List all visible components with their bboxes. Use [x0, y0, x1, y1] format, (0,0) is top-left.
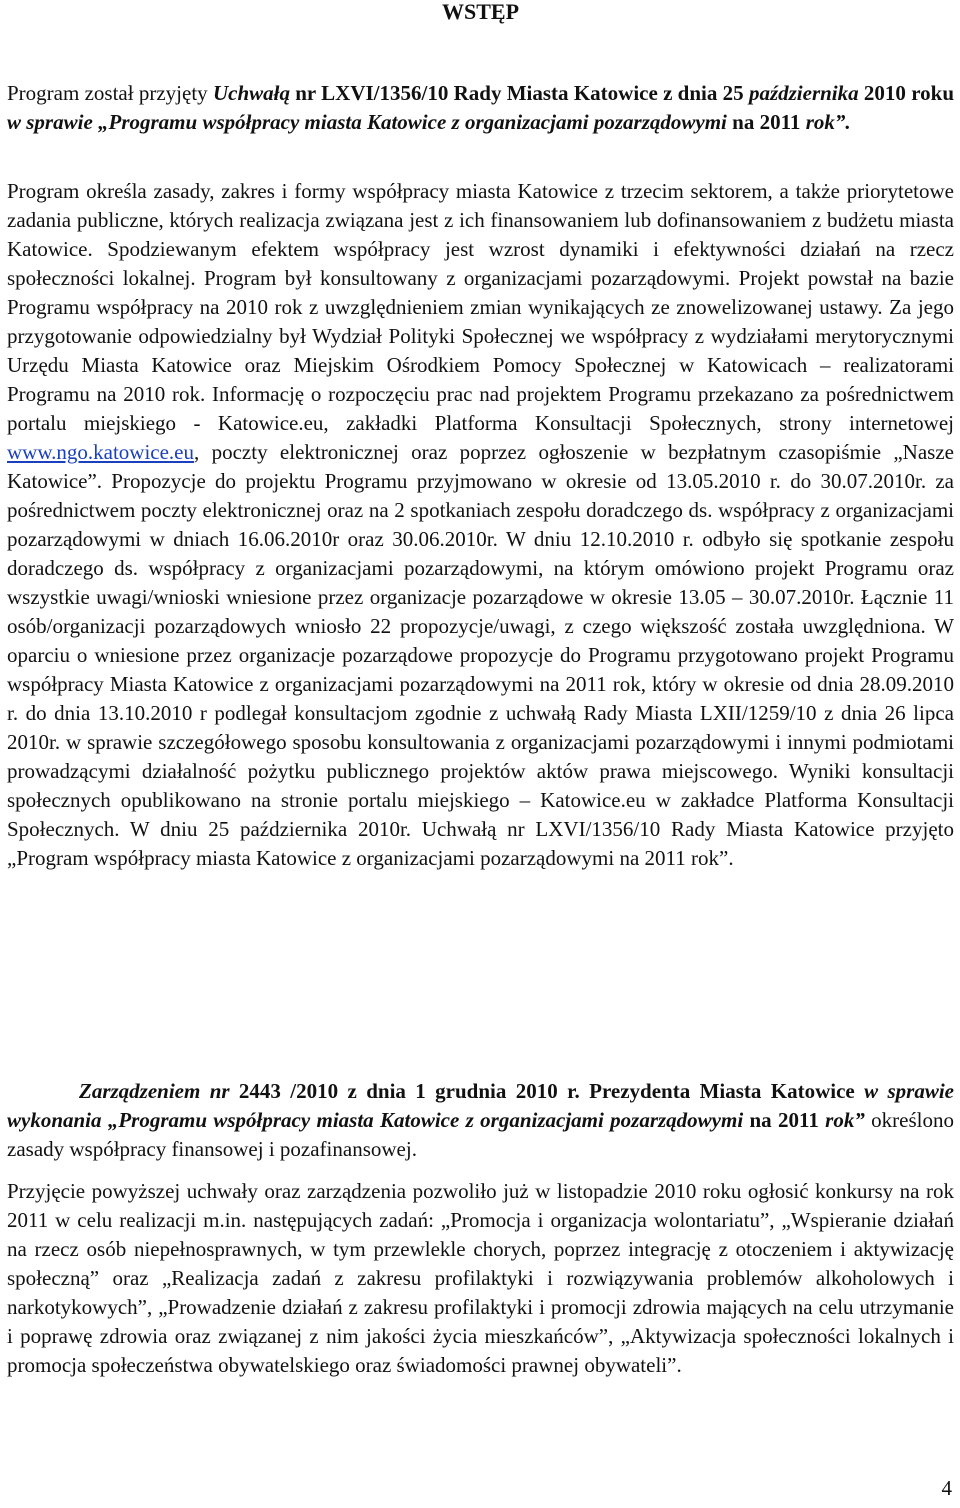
p3-text-a: Zarządzeniem nr	[79, 1079, 230, 1103]
p1-text-d: października	[748, 81, 859, 105]
p1-text-f: w sprawie „Programu współpracy miasta Katowice z organizacjami pozarządowymi	[7, 110, 727, 134]
paragraph-program-description	[7, 177, 954, 873]
p1-text-h: rok”.	[805, 110, 851, 134]
p1-text-e: 2010 roku	[858, 81, 955, 105]
paragraph-ordinance	[7, 1077, 954, 1164]
section-title: WSTĘP	[441, 0, 520, 24]
p3-text-d: na 2011	[743, 1108, 826, 1132]
p3-text-b: 2443 /2010 z dnia 1 grudnia 2010 r. Prezydenta Miasta Katowice	[229, 1079, 865, 1103]
paragraph-adoption	[7, 79, 954, 137]
p1-text-c: nr LXVI/1356/10 Rady Miasta Katowice z dnia 25	[289, 81, 749, 105]
p3-text-f: określono zasady współpracy finansowej i pozafinansowej.	[7, 1108, 955, 1161]
p2-text-1: Program określa zasady, zakres i formy współpracy miasta Katowice z trzecim sektorem, a także priorytetowe zadania publiczne, których realizacja związana jest z ich finansowaniem lub dofinansowaniem z budżetu miasta Katowice. Spodziewanym efektem współpracy jest wzrost dynamiki i efektywności działań na rzecz społeczności lokalnej. Program był konsultowany z organizacjami pozarządowymi. Projekt powstał na bazie Programu współpracy na 2010 rok z uwzględnieniem zmian wynikających ze znowelizowanej ustawy. Za jego przygotowanie odpowiedzialny był Wydział Polityki Społecznej we współpracy z wydziałami merytorycznymi Urzędu Miasta Katowice oraz Miejskim Ośrodkiem Pomocy Społecznej w Katowicach – realizatorami Programu na 2010 rok. Informację o rozpoczęciu prac nad projektem Programu przekazano za pośrednictwem portalu miejskiego - Katowice.eu, zakładki Platforma Konsultacji Społecznych, strony internetowej	[7, 179, 954, 435]
p3-text-e: rok”	[825, 1108, 865, 1132]
p3-text-c: w sprawie wykonania „Programu współpracy miasta Katowice z organizacjami pozarządowymi	[7, 1079, 954, 1132]
ngo-website-link[interactable]: www.ngo.katowice.eu	[7, 440, 195, 464]
paragraph-competitions: Przyjęcie powyższej uchwały oraz zarządzenia pozwoliło już w listopadzie 2010 roku ogłosić konkursy na rok 2011 w celu realizacji m.in. następujących zadań: „Promocja i organizacja wolontariatu”, „Wspieranie działań na rzecz osób niepełnosprawnych, w tym przewlekle chorych, poprzez integrację z otoczeniem i aktywizację społeczną” oraz „Realizacja zadań z zakresu profilaktyki i rozwiązywania problemów alkoholowych i narkotykowych”, „Prowadzenie działań z zakresu profilaktyki i promocji zdrowia mających na celu utrzymanie i poprawę zdrowia oraz związanej z nim jakości życia mieszkańców”, „Aktywizacja społeczności lokalnych i promocja społeczeństwa obywatelskiego oraz świadomości prawnej obywateli”.	[7, 1179, 954, 1377]
p1-text-b: Uchwałą	[212, 81, 290, 105]
p1-text-g: na 2011	[726, 110, 806, 134]
p1-text-a: Program został przyjęty	[7, 81, 213, 105]
page-number: 4	[941, 1476, 952, 1500]
p2-text-2: , poczty elektronicznej oraz poprzez ogłoszenie w bezpłatnym czasopiśmie „Nasze Katowice”. Propozycje do projektu Programu przyjmowano w okresie od 13.05.2010 r. do 30.07.2010r. za pośrednictwem poczty elektronicznej oraz na 2 spotkaniach zespołu doradczego ds. współpracy z organizacjami pozarządowymi w dniach 16.06.2010r oraz 30.06.2010r. W dniu 12.10.2010 r. odbyło się spotkanie zespołu doradczego ds. współpracy z organizacjami pozarządowymi, na którym omówiono projekt Programu oraz wszystkie uwagi/wnioski wniesione przez organizacje pozarządowe w okresie 13.05 – 30.07.2010r. Łącznie 11 osób/organizacji pozarządowych wniosło 22 propozycje/uwagi, z czego większość została uwzględniona. W oparciu o wniesione przez organizacje pozarządowe propozycje do Programu przygotowano projekt Programu współpracy Miasta Katowice z organizacjami pozarządowymi na 2011 rok, który w okresie od dnia 28.09.2010 r. do dnia 13.10.2010 r podlegał konsultacjom zgodnie z uchwałą Rady Miasta LXII/1259/10 z dnia 26 lipca 2010r. w sprawie szczegółowego sposobu konsultowania z organizacjami pozarządowymi i innymi podmiotami prowadzącymi działalność pożytku publicznego projektów aktów prawa miejscowego. Wyniki konsultacji społecznych opublikowano na stronie portalu miejskiego – Katowice.eu w zakładce Platforma Konsultacji Społecznych. W dniu 25 października 2010r. Uchwałą nr LXVI/1356/10 Rady Miasta Katowice przyjęto „Program współpracy miasta Katowice z organizacjami pozarządowymi na 2011 rok”.	[7, 440, 954, 870]
document-page	[7, 0, 955, 1377]
